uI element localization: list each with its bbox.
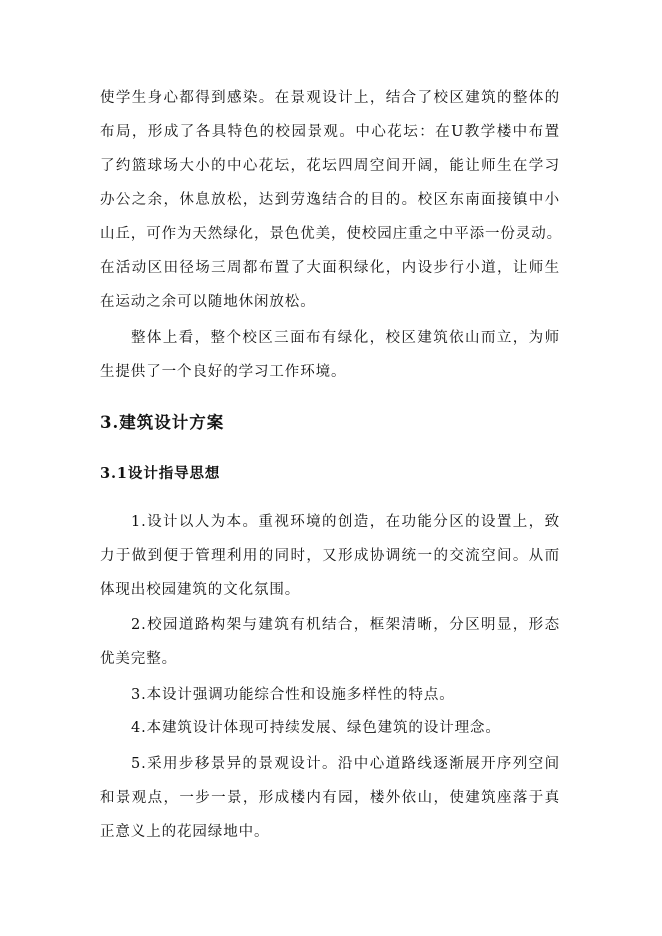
text-line: 3.本设计强调功能综合性和设施多样性的特点。 bbox=[131, 687, 455, 703]
text-line: 山丘，可作为天然绿化，景色优美，使校园庄重之中平添一份灵动。 bbox=[100, 226, 562, 242]
text-line: 优美完整。 bbox=[100, 651, 177, 667]
text-line: 体现出校园建筑的文化氛围。 bbox=[100, 582, 301, 598]
text-line: 整体上看，整个校区三面布有绿化，校区建筑依山而立，为师 bbox=[131, 330, 560, 346]
text-line: 正意义上的花园绿地中。 bbox=[100, 824, 270, 840]
text-line: 5.采用步移景异的景观设计。沿中心道路线逐渐展开序列空间 bbox=[131, 756, 560, 772]
text-line: 使学生身心都得到感染。在景观设计上，结合了校区建筑的整体的 bbox=[100, 90, 560, 106]
section-heading: 3.建筑设计方案 bbox=[100, 413, 225, 432]
subsection-heading: 3.1设计指导思想 bbox=[100, 465, 221, 482]
text-line: 在活动区田径场三周都布置了大面积绿化，内设步行小道，让师生 bbox=[100, 260, 560, 276]
text-line: 办公之余，休息放松，达到劳逸结合的目的。校区东南面接镇中小 bbox=[100, 192, 560, 208]
text-line: 力于做到便于管理利用的同时，又形成协调统一的交流空间。从而 bbox=[100, 548, 560, 564]
text-line: 生提供了一个良好的学习工作环境。 bbox=[100, 364, 347, 380]
text-line: 1.设计以人为本。重视环境的创造，在功能分区的设置上，致 bbox=[131, 514, 560, 530]
text-line: 了约篮球场大小的中心花坛，花坛四周空间开阔，能让师生在学习 bbox=[100, 158, 560, 174]
text-line: 布局，形成了各具特色的校园景观。中心花坛：在U教学楼中布置 bbox=[100, 124, 560, 140]
text-line: 2.校园道路构架与建筑有机结合，框架清晰，分区明显，形态 bbox=[131, 617, 560, 633]
text-line: 在运动之余可以随地休闲放松。 bbox=[100, 294, 316, 310]
text-line: 4.本建筑设计体现可持续发展、绿色建筑的设计理念。 bbox=[131, 720, 501, 736]
text-line: 和景观点，一步一景，形成楼内有园，楼外依山，使建筑座落于真 bbox=[100, 790, 560, 806]
